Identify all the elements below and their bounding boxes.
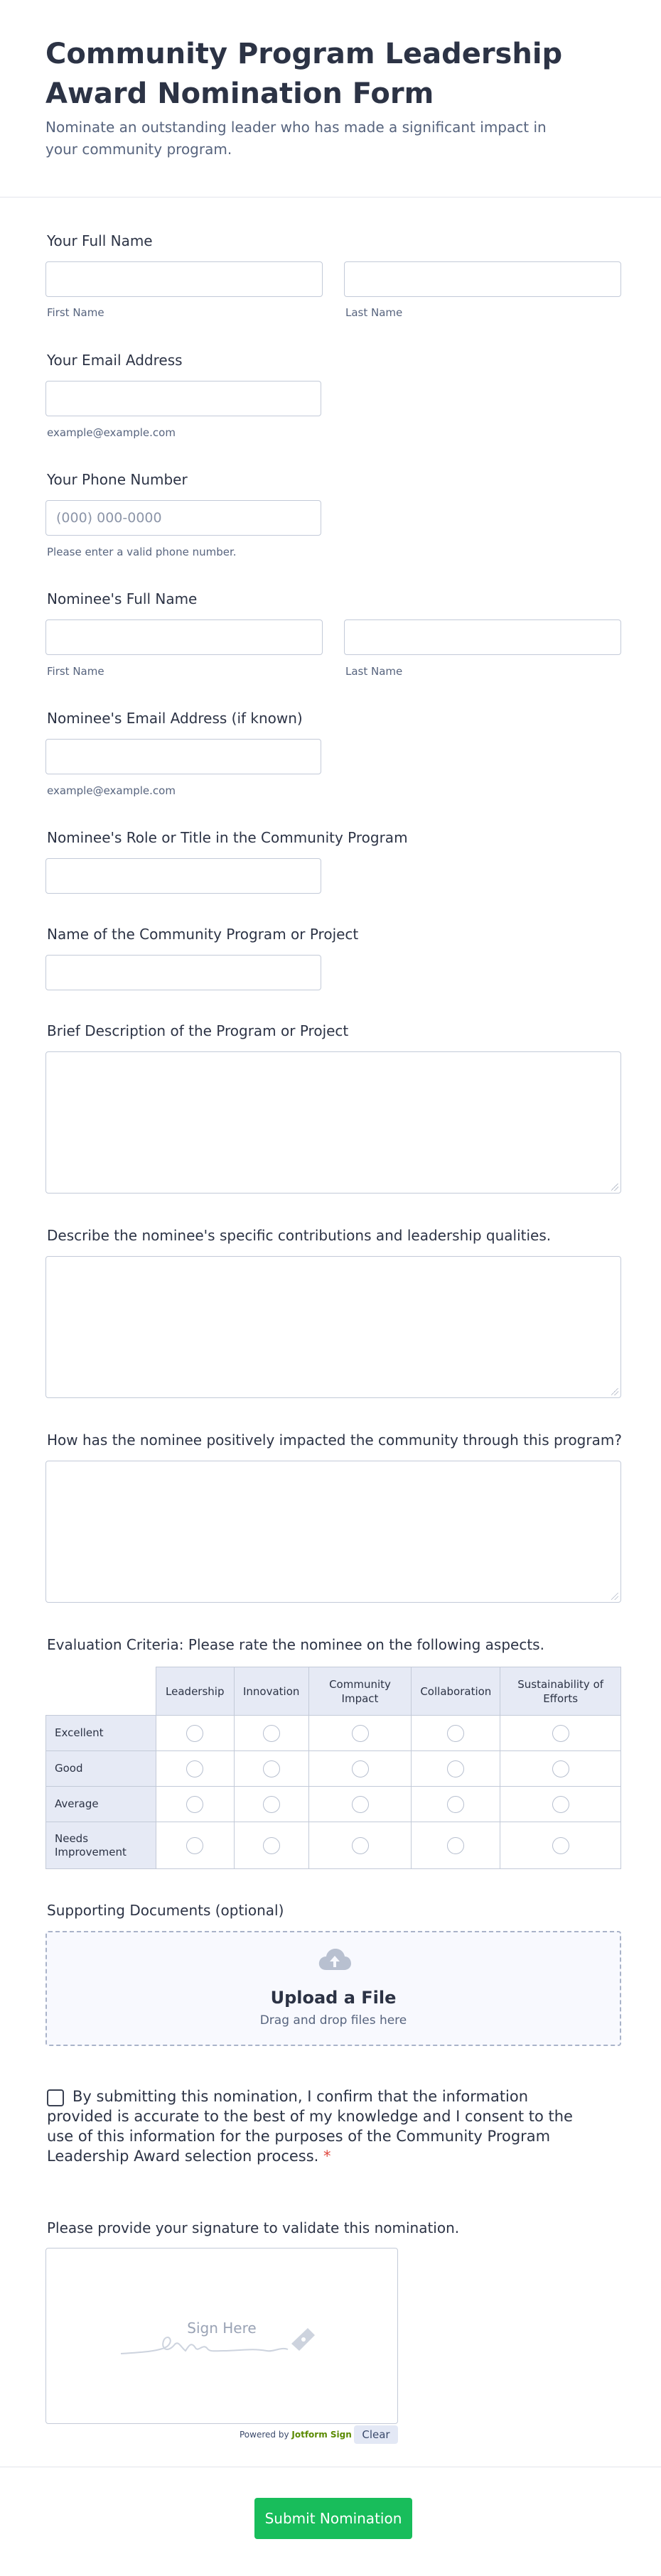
- nominee-email-label: Nominee's Email Address (if known): [47, 710, 303, 727]
- matrix-col-sustainability: Sustainability of Efforts: [500, 1667, 621, 1716]
- contributions-textarea[interactable]: [45, 1256, 621, 1398]
- page-subtitle: Nominate an outstanding leader who has made a significant impact in your community program.: [45, 119, 547, 158]
- radio-good-sustainability[interactable]: [552, 1760, 569, 1777]
- matrix-corner: [46, 1667, 156, 1716]
- nominee-role-input[interactable]: [45, 858, 321, 894]
- resize-handle[interactable]: [611, 1184, 618, 1191]
- radio-needs-improvement-innovation[interactable]: [263, 1837, 280, 1854]
- nominee-last-name-input[interactable]: [344, 619, 621, 655]
- signature-label: Please provide your signature to validate this nomination.: [47, 2219, 460, 2236]
- radio-average-innovation[interactable]: [263, 1796, 280, 1813]
- required-marker: *: [323, 2148, 331, 2165]
- full-name-label: Your Full Name: [47, 232, 153, 249]
- radio-excellent-innovation[interactable]: [263, 1725, 280, 1742]
- nominee-first-name-sublabel: First Name: [47, 665, 104, 678]
- last-name-sublabel: Last Name: [345, 306, 403, 319]
- radio-average-leadership[interactable]: [186, 1796, 203, 1813]
- upload-label: Supporting Documents (optional): [47, 1902, 284, 1919]
- radio-excellent-sustainability[interactable]: [552, 1725, 569, 1742]
- phone-label: Your Phone Number: [47, 471, 188, 488]
- consent-text-block: [47, 2087, 580, 2166]
- phone-sublabel: Please enter a valid phone number.: [47, 546, 237, 558]
- nominee-first-name-input[interactable]: [45, 619, 323, 655]
- radio-needs-improvement-leadership[interactable]: [186, 1837, 203, 1854]
- signature-scribble-icon: [117, 2320, 330, 2362]
- signature-placeholder: Sign Here: [187, 2320, 257, 2337]
- program-description-textarea[interactable]: [45, 1051, 621, 1194]
- matrix-row-needs-improvement: Needs Improvement: [46, 1822, 156, 1869]
- email-label: Your Email Address: [47, 352, 183, 369]
- radio-good-collaboration[interactable]: [447, 1760, 464, 1777]
- upload-dropzone[interactable]: [45, 1931, 621, 2046]
- first-name-sublabel: First Name: [47, 306, 104, 319]
- program-name-input[interactable]: [45, 955, 321, 990]
- matrix-col-community-impact: Community Impact: [308, 1667, 412, 1716]
- radio-excellent-community-impact[interactable]: [352, 1725, 369, 1742]
- resize-handle[interactable]: [611, 1388, 618, 1395]
- radio-needs-improvement-sustainability[interactable]: [552, 1837, 569, 1854]
- resize-handle[interactable]: [611, 1593, 618, 1600]
- matrix-col-innovation: Innovation: [234, 1667, 308, 1716]
- email-input[interactable]: [45, 381, 321, 416]
- program-description-label: Brief Description of the Program or Project: [47, 1022, 349, 1039]
- last-name-input[interactable]: [344, 261, 621, 297]
- nominee-email-sublabel: example@example.com: [47, 784, 176, 797]
- radio-excellent-collaboration[interactable]: [447, 1725, 464, 1742]
- evaluation-matrix: [45, 1667, 621, 1869]
- program-name-label: Name of the Community Program or Project: [47, 926, 359, 943]
- first-name-input[interactable]: [45, 261, 323, 297]
- impact-label: How has the nominee positively impacted the community through this program?: [47, 1432, 622, 1449]
- radio-good-innovation[interactable]: [263, 1760, 280, 1777]
- matrix-col-collaboration: Collaboration: [412, 1667, 500, 1716]
- powered-by: [240, 2430, 352, 2440]
- signature-pad[interactable]: [45, 2248, 398, 2424]
- upload-subtitle: Drag and drop files here: [259, 2013, 407, 2028]
- submit-button[interactable]: Submit Nomination: [254, 2498, 412, 2539]
- nominee-name-label: Nominee's Full Name: [47, 590, 198, 607]
- upload-title: Upload a File: [270, 1988, 397, 2008]
- matrix-col-leadership: Leadership: [156, 1667, 234, 1716]
- nominee-email-input[interactable]: [45, 739, 321, 774]
- phone-placeholder: (000) 000-0000: [56, 510, 162, 526]
- radio-needs-improvement-collaboration[interactable]: [447, 1837, 464, 1854]
- consent-text: By submitting this nomination, I confirm that the information provided is accurate to the best of my knowledge and I consent to the use of this information for the purposes of the Community Program Leadership Award selection process.: [47, 2088, 573, 2165]
- matrix-row-average: Average: [46, 1787, 156, 1822]
- impact-textarea[interactable]: [45, 1461, 621, 1603]
- email-sublabel: example@example.com: [47, 426, 176, 439]
- powered-brand: Jotform Sign: [291, 2430, 352, 2440]
- phone-input[interactable]: [45, 500, 321, 536]
- matrix-row-good: Good: [46, 1751, 156, 1787]
- radio-average-community-impact[interactable]: [352, 1796, 369, 1813]
- powered-prefix: Powered by: [240, 2430, 289, 2440]
- radio-excellent-leadership[interactable]: [186, 1725, 203, 1742]
- radio-needs-improvement-community-impact[interactable]: [352, 1837, 369, 1854]
- radio-average-collaboration[interactable]: [447, 1796, 464, 1813]
- matrix-row-excellent: Excellent: [46, 1716, 156, 1751]
- page-title: Community Program Leadership Award Nomination Form: [45, 38, 563, 110]
- nominee-role-label: Nominee's Role or Title in the Community Program: [47, 829, 408, 846]
- radio-average-sustainability[interactable]: [552, 1796, 569, 1813]
- clear-signature-button[interactable]: Clear: [354, 2425, 398, 2444]
- cloud-upload-icon: [317, 1947, 353, 1974]
- nominee-last-name-sublabel: Last Name: [345, 665, 403, 678]
- radio-good-community-impact[interactable]: [352, 1760, 369, 1777]
- radio-good-leadership[interactable]: [186, 1760, 203, 1777]
- contributions-label: Describe the nominee's specific contributions and leadership qualities.: [47, 1227, 552, 1244]
- evaluation-label: Evaluation Criteria: Please rate the nominee on the following aspects.: [47, 1636, 544, 1653]
